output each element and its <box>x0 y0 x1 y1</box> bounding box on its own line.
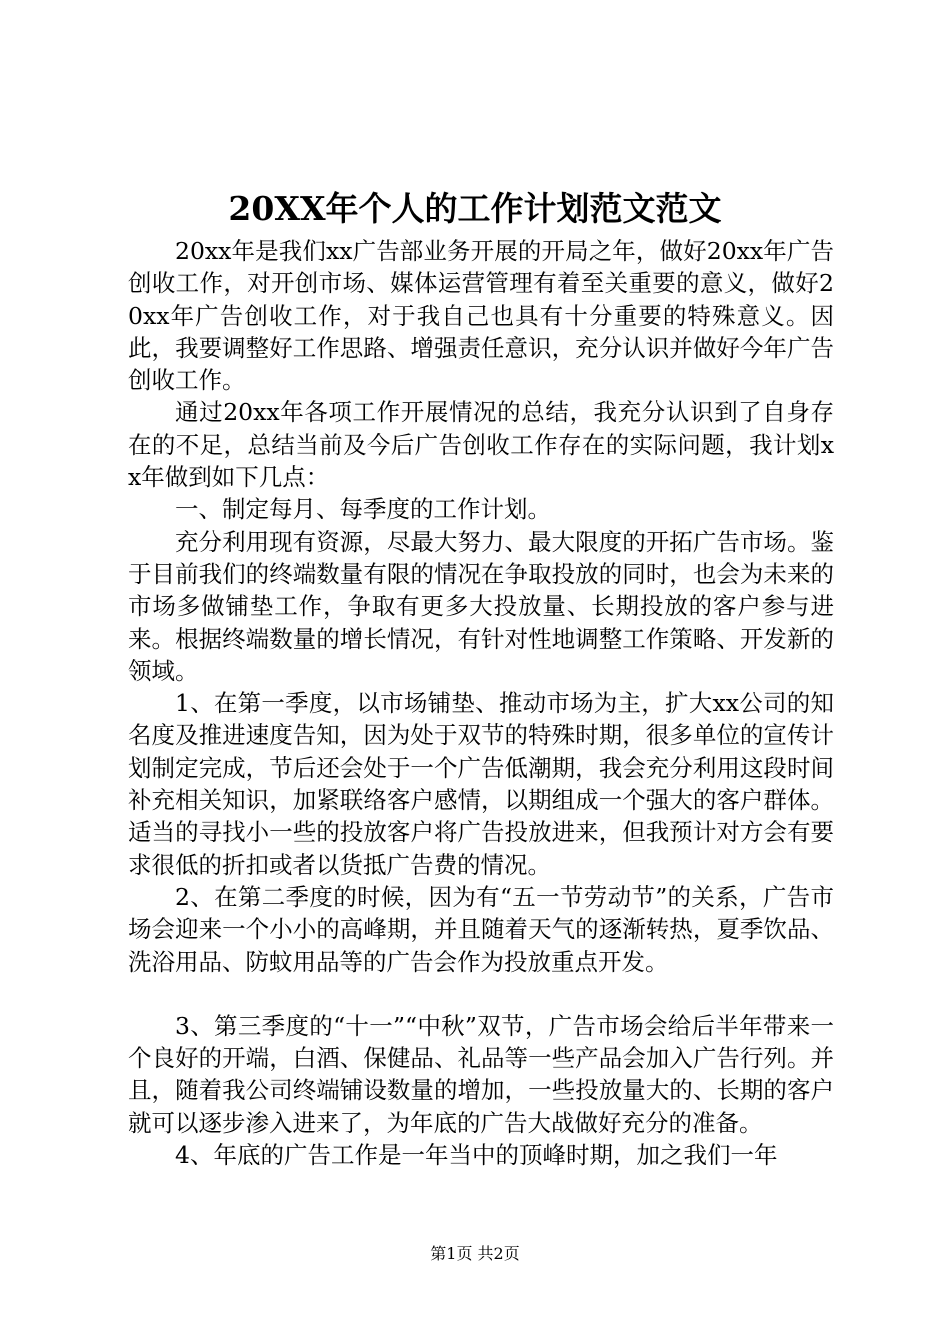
document-title: 20XX年个人的工作计划范文范文 <box>228 189 722 228</box>
paragraph-resources: 充分利用现有资源，尽最大努力、最大限度的开拓广告市场。鉴于目前我们的终端数量有限的情况在争取投放的同时，也会为未来的市场多做铺垫工作，争取有更多大投放量、长期投放的客户参与进来。根据终端数量的增长情况，有针对性地调整工作策略、开发新的领域。 <box>128 527 834 685</box>
paragraph-summary: 通过20xx年各项工作开展情况的总结，我充分认识到了自身存在的不足，总结当前及今后广告创收工作存在的实际问题，我计划xx年做到如下几点： <box>128 398 834 492</box>
paragraph-q2: 2、在第二季度的时候，因为有“五一节劳动节”的关系，广告市场会迎来一个小小的高峰期，并且随着天气的逐渐转热，夏季饮品、洗浴用品、防蚊用品等的广告会作为投放重点开发。 <box>128 882 834 976</box>
paragraph-q3: 3、第三季度的“十一”“中秋”双节，广告市场会给后半年带来一个良好的开端，白酒、保健品、礼品等一些产品会加入广告行列。并且，随着我公司终端铺设数量的增加，一些投放量大的、长期的客户就可以逐步渗入进来了，为年底的广告大战做好充分的准备。 <box>128 1011 834 1137</box>
paragraph-q1: 1、在第一季度，以市场铺垫、推动市场为主，扩大xx公司的知名度及推进速度告知，因为处于双节的特殊时期，很多单位的宣传计划制定完成，节后还会处于一个广告低潮期，我会充分利用这段时间补充相关知识，加紧联络客户感情，以期组成一个强大的客户群体。适当的寻找小一些的投放客户将广告投放进来，但我预计对方会有要求很低的折扣或者以货抵广告费的情况。 <box>128 689 834 879</box>
paragraph-q4: 4、年底的广告工作是一年当中的顶峰时期，加之我们一年 <box>175 1141 778 1170</box>
paragraph-intro: 20xx年是我们xx广告部业务开展的开局之年，做好20xx年广告创收工作，对开创市场、媒体运营管理有着至关重要的意义，做好20xx年广告创收工作，对于我自己也具有十分重要的特殊意义。因此，我要调整好工作思路、增强责任意识，充分认识并做好今年广告创收工作。 <box>128 237 834 395</box>
page-number-footer: 第1页 共2页 <box>430 1244 520 1263</box>
section-heading-1: 一、制定每月、每季度的工作计划。 <box>175 495 551 524</box>
document-body <box>128 235 834 1171</box>
